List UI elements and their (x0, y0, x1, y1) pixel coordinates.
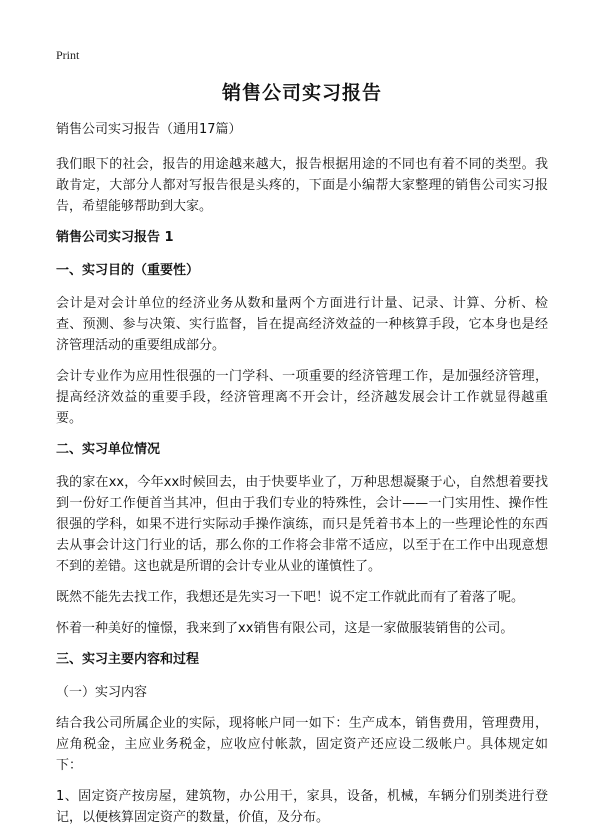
paragraph: 既然不能先去找工作，我想还是先实习一下吧！说不定工作就此而有了着落了呢。 (56, 590, 525, 605)
paragraph: 我的家在xx，今年xx时候回去，由于快要毕业了，万种思想凝聚于心，自然想着要找到一份好工作便首当其冲，但由于我们专业的特殊性，会计——一门实用性、操作性很强的学科，如果不进行实际动手操作演练，而只是凭着书本上的一些理论性的东西去从事会计这门行业的话，那么你的工作将会非常不适应，以至于在工作中出现意想不到的差错。这也就是所谓的会计专业从业的谨慎性了。 (56, 475, 548, 574)
paragraph: 结合我公司所属企业的实际，现将帐户同一如下：生产成本，销售费用，管理费用，应角税金，主应业务税金，应收应付帐款，固定资产还应设二级帐户。具体规定如下： (56, 716, 548, 773)
heading-objective: 一、实习目的（重要性） (56, 263, 200, 278)
heading-content: 三、实习主要内容和过程 (56, 652, 200, 667)
paragraph: 怀着一种美好的憧憬，我来到了xx销售有限公司，这是一家做服装销售的公司。 (56, 621, 514, 636)
section-title: 销售公司实习报告 1 (56, 230, 174, 245)
paragraph: 会计专业作为应用性很强的一门学科、一项重要的经济管理工作，是加强经济管理，提高经济效益的重要手段，经济管理离不开会计，经济越发展会计工作就显得越重要。 (56, 369, 548, 426)
document-subtitle: 销售公司实习报告（通用17篇） (56, 122, 242, 137)
print-link[interactable]: Print (56, 48, 80, 62)
page-title: 销售公司实习报告 (221, 82, 382, 104)
sub-heading: （一）实习内容 (56, 685, 148, 700)
intro-paragraph: 我们眼下的社会，报告的用途越来越大，报告根据用途的不同也有着不同的类型。我敢肯定，大部分人都对写报告很是头疼的，下面是小编帮大家整理的销售公司实习报告，希望能够帮助到大家。 (56, 157, 548, 214)
paragraph: 1、固定资产按房屋，建筑物，办公用干，家具，设备，机械，车辆分们别类进行登记，以便核算固定资产的数量，价值，及分布。 (56, 789, 548, 825)
document-body (56, 78, 548, 838)
heading-unit: 二、实习单位情况 (56, 442, 161, 457)
paragraph: 会计是对会计单位的经济业务从数和量两个方面进行计量、记录、计算、分析、检查、预测、参与决策、实行监督，旨在提高经济效益的一种核算手段，它本身也是经济管理活动的重要组成部分。 (56, 296, 548, 353)
